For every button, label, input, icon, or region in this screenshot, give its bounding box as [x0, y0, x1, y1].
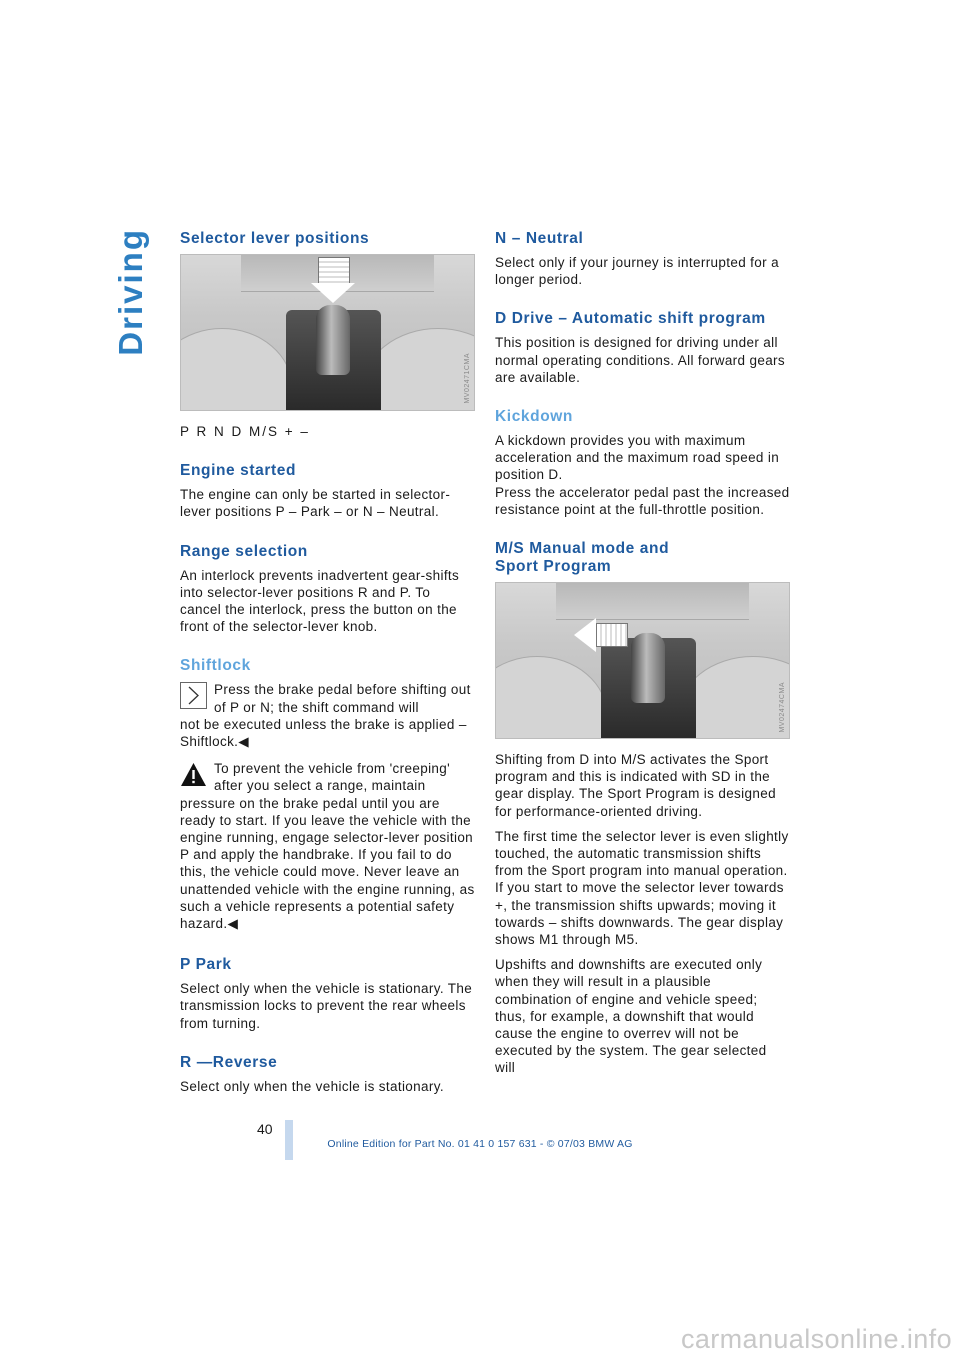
creeping-warning [180, 760, 475, 932]
manual-mode-photo [495, 582, 790, 739]
heading-park: P Park [180, 956, 232, 974]
selector-knob-shape [316, 305, 350, 375]
chapter-tab: Driving [112, 228, 149, 356]
neutral-text: Select only if your journey is interrupted for a longer period. [495, 255, 779, 288]
footer-text: Online Edition for Part No. 01 41 0 157 631 - © 07/03 BMW AG [327, 1138, 633, 1150]
shiftlock-note-first: Press the brake pedal before shifting out of P or N; the shift command will [214, 682, 471, 715]
dashboard-shape [556, 583, 749, 620]
warning-triangle-icon [180, 761, 207, 788]
down-arrow-head-icon [311, 283, 355, 303]
shiftlock-note-rest: not be executed unless the brake is applied – Shiftlock.◀ [180, 716, 467, 750]
shiftlock-note [180, 681, 475, 750]
down-arrow-icon [318, 257, 350, 285]
heading-range-selection: Range selection [180, 542, 308, 560]
range-selection-text: An interlock prevents inadvertent gear-shifts into selector-lever positions R and P. To cancel the interlock, press the button on the front of the selector-lever knob. [180, 567, 460, 635]
photo-code: MV02471CMA [464, 353, 471, 404]
warning-rest: pressure on the brake pedal until you are ready to start. If you leave the vehicle with the engine running, engage selector-lever position P and apply the handbrake. If you fail to do this, the vehicle could move. Never leave an unattended vehicle with the engine running, as such a vehicle represents a potential safety hazard.◀ [180, 795, 475, 932]
kickdown-text-1: A kickdown provides you with maximum acceleration and the maximum road speed in position D. [495, 433, 780, 483]
sport-text-4: Upshifts and downshifts are executed only when they will result in a plausible combination of engine and vehicle speed; thus, for example, a downshift that would cause the engine to overrev will not be executed by the system. The gear selected will [495, 957, 767, 1076]
selector-knob-shape [631, 633, 665, 703]
heading-reverse: R —Reverse [180, 1053, 278, 1071]
heading-manual-mode: M/S Manual mode and Sport Program [495, 540, 670, 576]
heading-selector-lever-positions: Selector lever positions [180, 230, 370, 247]
left-seat-shape [495, 656, 608, 739]
photo-code: MV02474CMA [779, 681, 786, 733]
warning-first: To prevent the vehicle from 'creeping' after you select a range, maintain [214, 761, 451, 794]
kickdown-text-2: Press the accelerator pedal past the increased resistance point at the full-throttle position. [495, 484, 790, 517]
left-column [180, 230, 475, 1103]
note-arrow-icon [180, 682, 207, 709]
selector-lever-photo [180, 254, 475, 411]
heading-drive: D Drive – Automatic shift program [495, 310, 766, 328]
page-number: 40 [257, 1121, 273, 1137]
heading-shiftlock: Shiftlock [180, 657, 251, 675]
engine-started-text: The engine can only be started in selector-lever positions P – Park – or N – Neutral. [180, 487, 451, 520]
watermark: carmanualsonline.info [680, 1324, 952, 1354]
reverse-text: Select only when the vehicle is stationary. [180, 1078, 444, 1094]
left-arrow-icon [596, 623, 628, 647]
right-column [495, 230, 790, 1085]
left-arrow-head-icon [574, 618, 596, 652]
park-text: Select only when the vehicle is stationary. The transmission locks to prevent the rear wheels from turning. [180, 981, 473, 1031]
sport-text-3: If you start to move the selector lever towards +, the transmission shifts upwards; moving it towards – shifts downwards. The gear display shows M1 through M5. [495, 880, 784, 948]
heading-engine-started: Engine started [180, 462, 297, 480]
sport-text-1: Shifting from D into M/S activates the Sport program and this is indicated with SD in the gear display. The Sport Program is designed for performance-oriented driving. [495, 752, 776, 819]
drive-text: This position is designed for driving under all normal operating conditions. All forward gears are available. [495, 335, 785, 385]
left-seat-shape [180, 328, 293, 411]
sport-text-2: The first time the selector lever is even slightly touched, the automatic transmission shifts from the Sport program into manual operation. [495, 828, 789, 879]
heading-kickdown: Kickdown [495, 408, 574, 426]
heading-neutral: N – Neutral [495, 230, 584, 247]
positions-text: P R N D M/S + – [180, 424, 310, 439]
